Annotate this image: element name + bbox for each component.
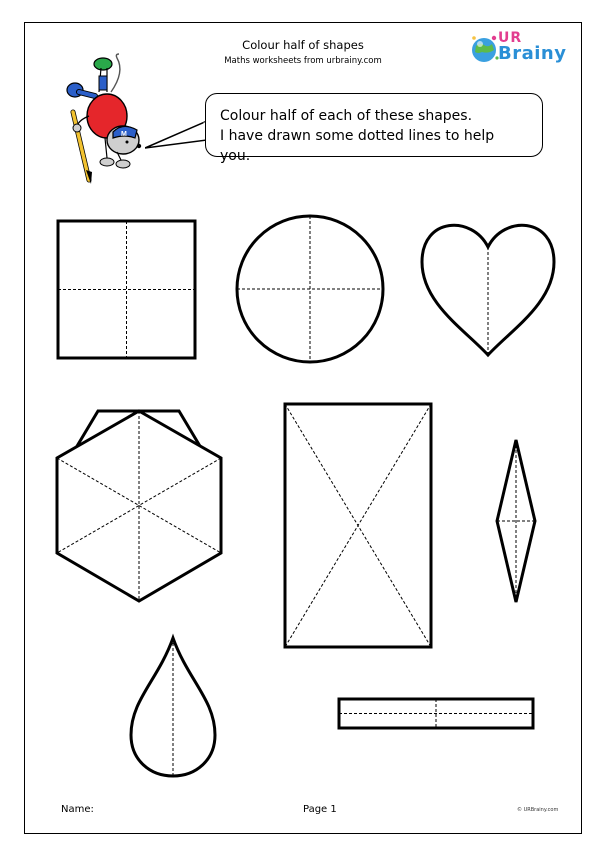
heart-shape[interactable] [422,225,554,355]
logo-text-top: UR [498,30,523,46]
page-number: Page 1 [303,804,337,815]
name-label: Name: [61,804,94,815]
worksheet-subtitle: Maths worksheets from urbrainy.com [224,56,382,66]
kite-shape[interactable] [497,440,535,602]
instruction-line-1: Colour half of each of these shapes. [220,108,473,124]
teardrop-shape[interactable] [131,638,215,776]
worksheet-title: Colour half of shapes [242,38,364,52]
circle-shape[interactable] [237,216,383,362]
logo-text-bottom: Brainy [498,43,567,64]
strip-shape[interactable] [339,699,533,728]
svg-text:M: M [121,131,127,138]
square-shape[interactable] [58,221,195,358]
instruction-line-2: I have drawn some dotted lines to help you. [220,128,495,164]
copyright-text: © URBrainy.com [517,807,559,813]
rectangle-shape[interactable] [285,404,431,647]
